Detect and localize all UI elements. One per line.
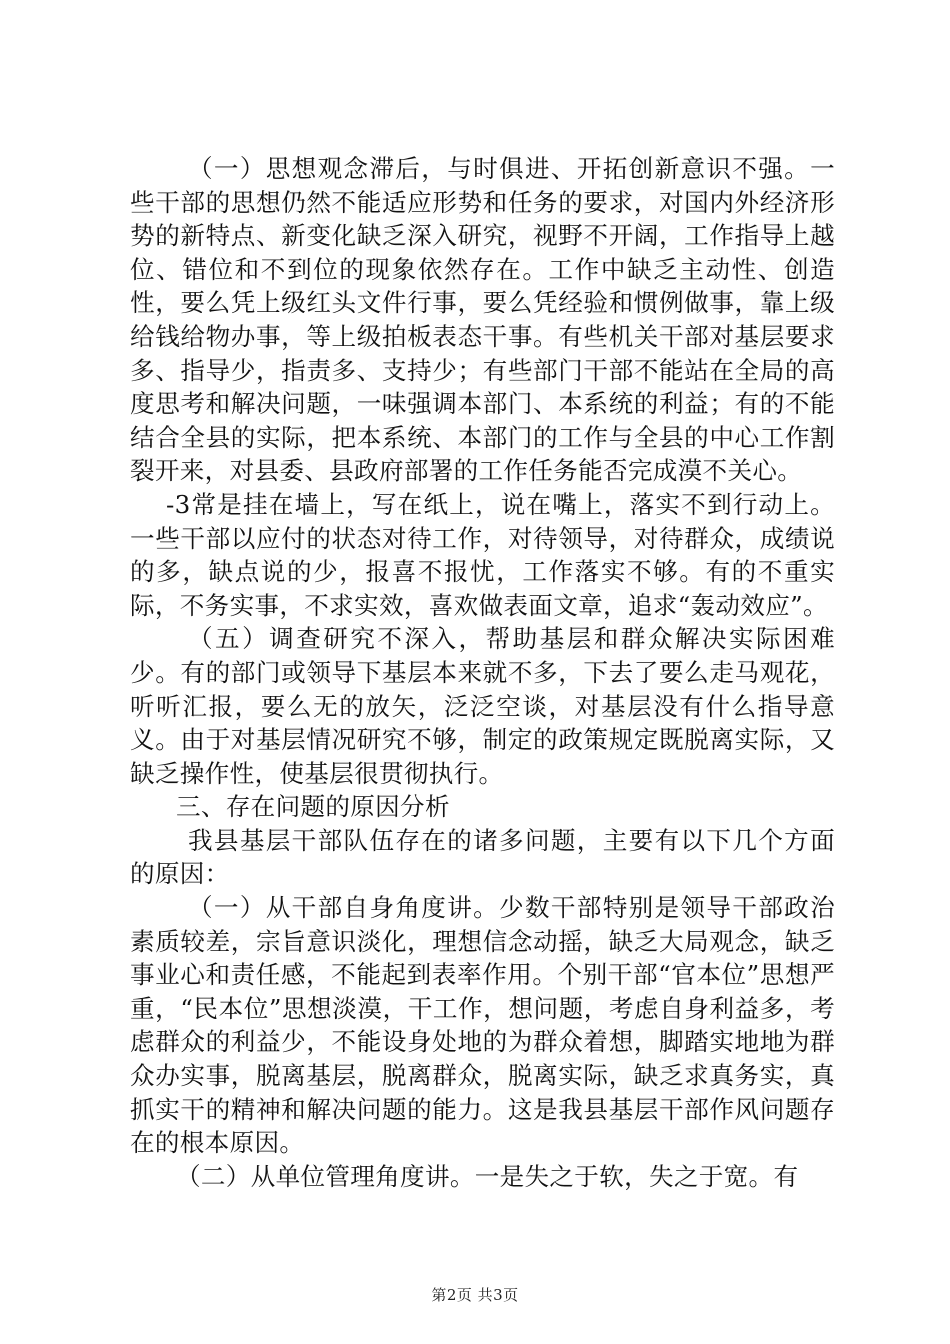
section-heading: 三、存在问题的原因分析 bbox=[176, 792, 450, 822]
document-body bbox=[130, 152, 835, 1193]
paragraph-5: （一）从干部自身角度讲。少数干部特别是领导干部政治素质较差，宗旨意识淡化，理想信念动摇，缺乏大局观念，缺乏事业心和责任感，不能起到表率作用。个别干部“官本位”思想严重，“民本位”思想淡漠，干工作，想问题，考虑自身利益多，考虑群众的利益少，不能设身处地的为群众着想，脚踏实地地为群众办实事，脱离基层，脱离群众，脱离实际，缺乏求真务实，真抓实干的精神和解决问题的能力。这是我县基层干部作风问题存在的根本原因。 bbox=[130, 893, 835, 1158]
paragraph-4: 我县基层干部队伍存在的诸多问题，主要有以下几个方面的原因： bbox=[130, 825, 835, 889]
paragraph-3: （五）调查研究不深入，帮助基层和群众解决实际困难少。有的部门或领导下基层本来就不多，下去了要么走马观花，听听汇报，要么无的放矢，泛泛空谈，对基层没有什么指导意义。由于对基层情况研究不够，制定的政策规定既脱离实际，又缺乏操作性，使基层很贯彻执行。 bbox=[130, 624, 835, 788]
paragraph-6: （二）从单位管理角度讲。一是失之于软，失之于宽。有 bbox=[176, 1161, 799, 1191]
paragraph-2: -3常是挂在墙上，写在纸上，说在嘴上，落实不到行动上。一些干部以应付的状态对待工作，对待领导，对待群众，成绩说的多，缺点说的少，报喜不报忧，工作落实不够。有的不重实际，不务实事，不求实效，喜欢做表面文章，追求“轰动效应”。 bbox=[130, 489, 835, 620]
paragraph-1: （一）思想观念滞后，与时俱进、开拓创新意识不强。一些干部的思想仍然不能适应形势和任务的要求，对国内外经济形势的新特点、新变化缺乏深入研究，视野不开阔，工作指导上越位、错位和不到位的现象依然存在。工作中缺乏主动性、创造性，要么凭上级红头文件行事，要么凭经验和惯例做事，靠上级给钱给物办事，等上级拍板表态干事。有些机关干部对基层要求多、指导少，指责多、支持少；有些部门干部不能站在全局的高度思考和解决问题，一味强调本部门、本系统的利益；有的不能结合全县的实际，把本系统、本部门的工作与全县的中心工作割裂开来，对县委、县政府部署的工作任务能否完成漠不关心。 bbox=[130, 154, 835, 486]
page-footer: 第2页 共3页 bbox=[431, 1286, 519, 1304]
